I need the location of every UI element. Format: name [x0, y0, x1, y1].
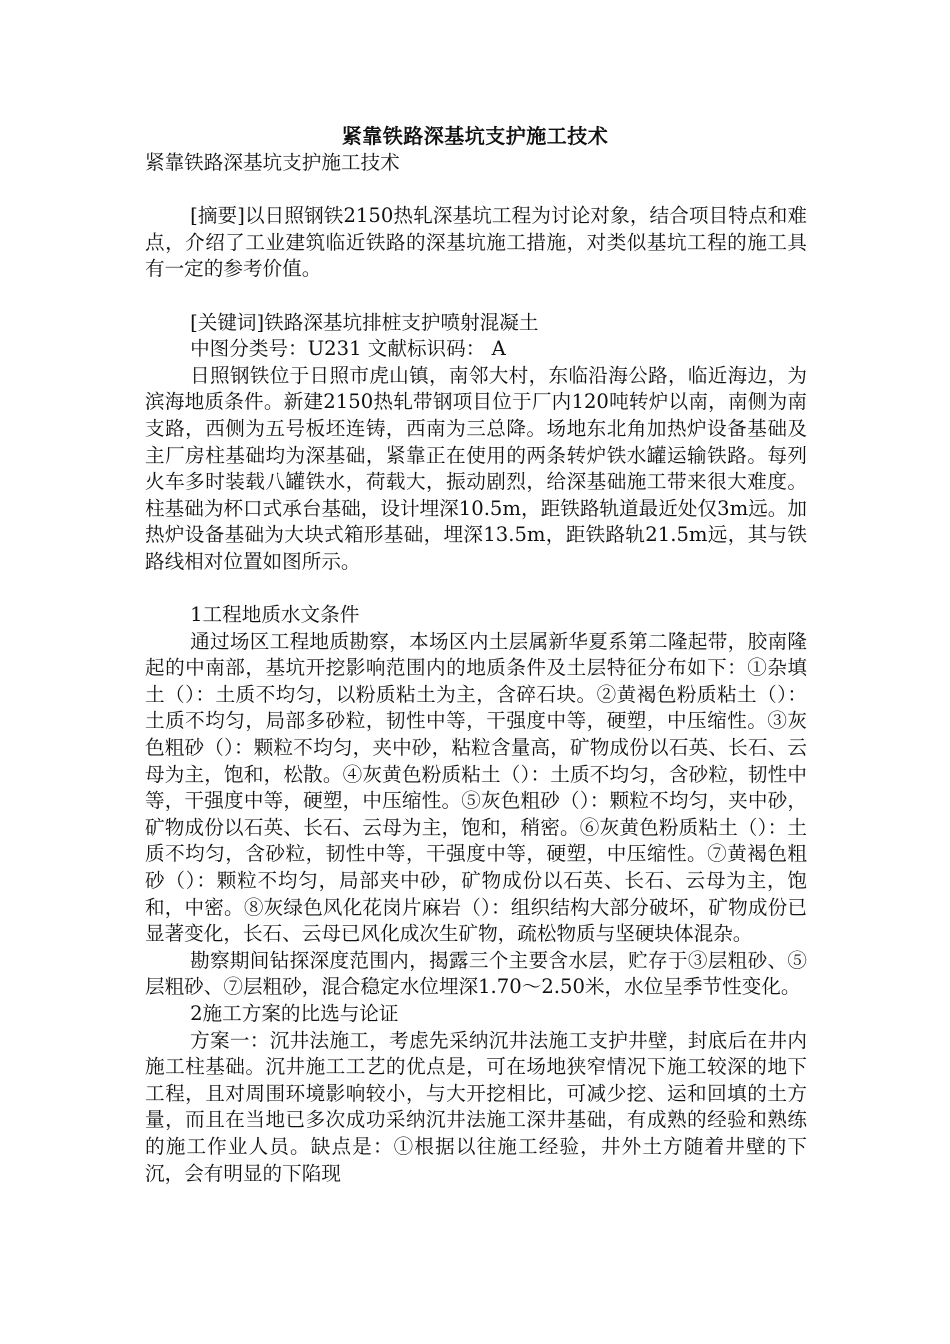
section-heading-geology: 1工程地质水文条件: [190, 603, 360, 627]
document-title: 紧靠铁路深基坑支护施工技术: [341, 124, 609, 148]
paragraph-spacer: [145, 177, 807, 204]
document-subtitle: 紧靠铁路深基坑支护施工技术: [145, 151, 400, 174]
groundwater-paragraph: 勘察期间钻探深度范围内，揭露三个主要含水层，贮存于③层粗砂、⑤层粗砂、⑦层粗砂，混合稳定水位埋深1.70～2.50米，水位呈季节性变化。: [145, 948, 807, 999]
paragraph-spacer: [145, 283, 807, 310]
abstract-paragraph: [摘要]以日照钢铁2150热轧深基坑工程为讨论对象，结合项目特点和难点，介绍了工业建筑临近铁路的深基坑施工措施，对类似基坑工程的施工具有一定的参考价值。: [145, 204, 807, 281]
section-heading-scheme: 2施工方案的比选与论证: [190, 1002, 399, 1025]
keywords-line: [关键词]铁路深基坑排桩支护喷射混凝土: [190, 310, 539, 334]
scheme-one-paragraph: 方案一：沉井法施工，考虑先采纳沉井法施工支护井壁，封底后在井内施工柱基础。沉井施工工艺的优点是，可在场地狭窄情况下施工较深的地下工程，且对周围环境影响较小，与大开挖相比，可减少挖、运和回填的土方量，而且在当地已多次成功采纳沉井法施工深井基础，有成熟的经验和熟练的施工作业人员。缺点是：①根据以往施工经验，井外土方随着井壁的下沉，会有明显的下陷现: [145, 1028, 807, 1185]
document-body: [145, 150, 807, 1187]
paragraph-spacer: [145, 576, 807, 603]
classification-line: 中图分类号：U231 文献标识码： A: [190, 337, 506, 361]
intro-paragraph: 日照钢铁位于日照市虎山镇，南邻大村，东临沿海公路，临近海边，为滨海地质条件。新建2150热轧带钢项目位于厂内120吨转炉以南，南侧为南支路，西侧为五号板坯连铸，西南为三总降。场地东北角加热炉设备基础及主厂房柱基础均为深基础，紧靠正在使用的两条转炉铁水罐运输铁路。每列火车多时装载八罐铁水，荷载大，振动剧烈，给深基础施工带来很大难度。柱基础为杯口式承台基础，设计埋深10.5m，距铁路轨道最近处仅3m远。加热炉设备基础为大块式箱形基础，埋深13.5m，距铁路轨21.5m远，其与铁路线相对位置如图所示。: [145, 363, 807, 573]
geology-paragraph: 通过场区工程地质勘察，本场区内土层属新华夏系第二隆起带，胶南隆起的中南部，基坑开挖影响范围内的地质条件及土层特征分布如下：①杂填土（）：土质不均匀，以粉质粘土为主，含碎石块。②黄褐色粉质粘土（）：土质不均匀，局部多砂粒，韧性中等，干强度中等，硬塑，中压缩性。③灰色粗砂（）：颗粒不均匀，夹中砂，粘粒含量高，矿物成份以石英、长石、云母为主，饱和，松散。④灰黄色粉质粘土（）：土质不均匀，含砂粒，韧性中等，干强度中等，硬塑，中压缩性。⑤灰色粗砂（）：颗粒不均匀，夹中砂，矿物成份以石英、长石、云母为主，饱和，稍密。⑥灰黄色粉质粘土（）：土质不均匀，含砂粒，韧性中等，干强度中等，硬塑，中压缩性。⑦黄褐色粗砂（）：颗粒不均匀，局部夹中砂，矿物成份以石英、长石、云母为主，饱和，中密。⑧灰绿色风化花岗片麻岩（）：组织结构大部分破坏，矿物成份已显著变化，长石、云母已风化成次生矿物，疏松物质与坚硬块体混杂。: [145, 629, 807, 946]
